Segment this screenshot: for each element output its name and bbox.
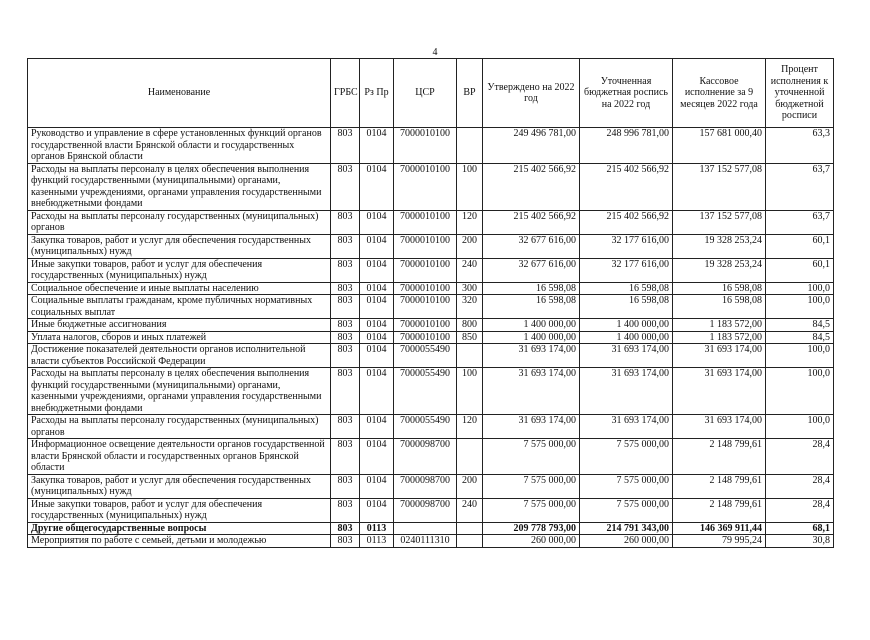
cell-approved: 1 400 000,00 [483, 331, 580, 344]
table-row [28, 415, 834, 439]
cell-approved: 7 575 000,00 [483, 474, 580, 498]
cell-vr [457, 522, 483, 535]
header-rzpr: Рз Пр [360, 59, 394, 128]
cell-percent: 28,4 [766, 439, 834, 475]
table-row [28, 344, 834, 368]
cell-name: Иные бюджетные ассигнования [28, 319, 331, 332]
cell-approved: 215 402 566,92 [483, 163, 580, 210]
cell-approved: 31 693 174,00 [483, 368, 580, 415]
cell-cash: 16 598,08 [673, 295, 766, 319]
cell-rzpr: 0104 [360, 415, 394, 439]
cell-grbs: 803 [331, 282, 360, 295]
cell-budget: 32 177 616,00 [580, 234, 673, 258]
cell-percent: 100,0 [766, 295, 834, 319]
cell-percent: 84,5 [766, 331, 834, 344]
cell-percent: 63,7 [766, 210, 834, 234]
table-row [28, 295, 834, 319]
table-row [28, 210, 834, 234]
cell-approved: 31 693 174,00 [483, 344, 580, 368]
table-row [28, 498, 834, 522]
cell-csr: 7000098700 [394, 498, 457, 522]
cell-csr [394, 522, 457, 535]
cell-rzpr: 0104 [360, 258, 394, 282]
cell-vr: 200 [457, 234, 483, 258]
cell-cash: 1 183 572,00 [673, 319, 766, 332]
cell-csr: 7000055490 [394, 368, 457, 415]
cell-vr [457, 128, 483, 164]
cell-rzpr: 0104 [360, 319, 394, 332]
table-row [28, 282, 834, 295]
cell-budget: 248 996 781,00 [580, 128, 673, 164]
cell-grbs: 803 [331, 128, 360, 164]
cell-name: Закупка товаров, работ и услуг для обеспечения государственных (муниципальных) нужд [28, 474, 331, 498]
cell-approved: 7 575 000,00 [483, 498, 580, 522]
header-cash: Кассовое исполнение за 9 месяцев 2022 года [673, 59, 766, 128]
cell-csr: 7000010100 [394, 331, 457, 344]
cell-rzpr: 0104 [360, 498, 394, 522]
cell-cash: 137 152 577,08 [673, 210, 766, 234]
page-number: 4 [432, 47, 438, 58]
cell-grbs: 803 [331, 415, 360, 439]
cell-approved: 16 598,08 [483, 282, 580, 295]
cell-percent: 100,0 [766, 344, 834, 368]
cell-cash: 137 152 577,08 [673, 163, 766, 210]
table-row [28, 535, 834, 548]
table-row [28, 439, 834, 475]
cell-csr: 7000010100 [394, 163, 457, 210]
cell-csr: 0240111310 [394, 535, 457, 548]
cell-name: Закупка товаров, работ и услуг для обеспечения государственных (муниципальных) нужд [28, 234, 331, 258]
cell-grbs: 803 [331, 344, 360, 368]
cell-vr: 120 [457, 415, 483, 439]
cell-cash: 16 598,08 [673, 282, 766, 295]
cell-vr: 100 [457, 368, 483, 415]
cell-rzpr: 0104 [360, 163, 394, 210]
cell-budget: 1 400 000,00 [580, 331, 673, 344]
cell-approved: 215 402 566,92 [483, 210, 580, 234]
cell-csr: 7000010100 [394, 319, 457, 332]
cell-budget: 16 598,08 [580, 282, 673, 295]
cell-rzpr: 0104 [360, 439, 394, 475]
table-body [28, 128, 834, 548]
cell-grbs: 803 [331, 439, 360, 475]
cell-approved: 1 400 000,00 [483, 319, 580, 332]
cell-name: Социальные выплаты гражданам, кроме публичных нормативных социальных выплат [28, 295, 331, 319]
cell-cash: 31 693 174,00 [673, 344, 766, 368]
cell-approved: 209 778 793,00 [483, 522, 580, 535]
cell-budget: 7 575 000,00 [580, 439, 673, 475]
cell-budget: 31 693 174,00 [580, 368, 673, 415]
cell-percent: 30,8 [766, 535, 834, 548]
table-row [28, 368, 834, 415]
cell-percent: 84,5 [766, 319, 834, 332]
cell-budget: 7 575 000,00 [580, 498, 673, 522]
cell-csr: 7000055490 [394, 415, 457, 439]
cell-percent: 28,4 [766, 498, 834, 522]
cell-cash: 2 148 799,61 [673, 498, 766, 522]
cell-name: Иные закупки товаров, работ и услуг для обеспечения государственных (муниципальных) нужд [28, 258, 331, 282]
cell-approved: 260 000,00 [483, 535, 580, 548]
cell-grbs: 803 [331, 258, 360, 282]
cell-budget: 31 693 174,00 [580, 344, 673, 368]
cell-rzpr: 0104 [360, 295, 394, 319]
cell-cash: 1 183 572,00 [673, 331, 766, 344]
cell-approved: 32 677 616,00 [483, 234, 580, 258]
cell-grbs: 803 [331, 522, 360, 535]
cell-grbs: 803 [331, 210, 360, 234]
header-vr: ВР [457, 59, 483, 128]
cell-grbs: 803 [331, 368, 360, 415]
header-budget: Уточненная бюджетная роспись на 2022 год [580, 59, 673, 128]
table-row [28, 319, 834, 332]
cell-budget: 215 402 566,92 [580, 163, 673, 210]
cell-budget: 7 575 000,00 [580, 474, 673, 498]
cell-grbs: 803 [331, 234, 360, 258]
cell-grbs: 803 [331, 163, 360, 210]
cell-budget: 215 402 566,92 [580, 210, 673, 234]
cell-rzpr: 0104 [360, 344, 394, 368]
table-header-row [28, 59, 834, 128]
cell-csr: 7000098700 [394, 439, 457, 475]
cell-rzpr: 0104 [360, 474, 394, 498]
cell-percent: 68,1 [766, 522, 834, 535]
cell-budget: 16 598,08 [580, 295, 673, 319]
cell-cash: 2 148 799,61 [673, 439, 766, 475]
cell-vr: 240 [457, 258, 483, 282]
cell-vr: 240 [457, 498, 483, 522]
cell-grbs: 803 [331, 319, 360, 332]
cell-rzpr: 0104 [360, 234, 394, 258]
cell-grbs: 803 [331, 295, 360, 319]
cell-percent: 28,4 [766, 474, 834, 498]
cell-percent: 63,3 [766, 128, 834, 164]
cell-budget: 32 177 616,00 [580, 258, 673, 282]
cell-rzpr: 0113 [360, 522, 394, 535]
cell-approved: 7 575 000,00 [483, 439, 580, 475]
cell-vr [457, 344, 483, 368]
cell-percent: 100,0 [766, 368, 834, 415]
cell-name: Мероприятия по работе с семьей, детьми и молодежью [28, 535, 331, 548]
cell-vr: 320 [457, 295, 483, 319]
cell-csr: 7000055490 [394, 344, 457, 368]
cell-cash: 19 328 253,24 [673, 234, 766, 258]
cell-vr [457, 439, 483, 475]
header-percent: Процент исполнения к уточненной бюджетной росписи [766, 59, 834, 128]
cell-vr: 300 [457, 282, 483, 295]
table-row [28, 331, 834, 344]
table-row [28, 128, 834, 164]
cell-percent: 60,1 [766, 234, 834, 258]
cell-budget: 1 400 000,00 [580, 319, 673, 332]
cell-approved: 32 677 616,00 [483, 258, 580, 282]
cell-vr: 800 [457, 319, 483, 332]
cell-percent: 63,7 [766, 163, 834, 210]
cell-name: Достижение показателей деятельности органов исполнительной власти субъектов Российской Федерации [28, 344, 331, 368]
cell-approved: 31 693 174,00 [483, 415, 580, 439]
cell-name: Информационное освещение деятельности органов государственной власти Брянской области и государственных органов Брянской области [28, 439, 331, 475]
cell-budget: 31 693 174,00 [580, 415, 673, 439]
cell-csr: 7000010100 [394, 282, 457, 295]
cell-percent: 60,1 [766, 258, 834, 282]
cell-csr: 7000010100 [394, 210, 457, 234]
cell-budget: 260 000,00 [580, 535, 673, 548]
cell-cash: 79 995,24 [673, 535, 766, 548]
cell-name: Расходы на выплаты персоналу в целях обеспечения выполнения функций государственными (муниципальными) органами, казенными учреждениями, органами управления государственными внебюджетными фондами [28, 368, 331, 415]
table-row [28, 234, 834, 258]
cell-name: Социальное обеспечение и иные выплаты населению [28, 282, 331, 295]
header-name: Наименование [28, 59, 331, 128]
cell-csr: 7000010100 [394, 295, 457, 319]
cell-name: Руководство и управление в сфере установленных функций органов государственной власти Брянской области и государственных органов Брянской области [28, 128, 331, 164]
cell-vr: 850 [457, 331, 483, 344]
header-csr: ЦСР [394, 59, 457, 128]
cell-percent: 100,0 [766, 415, 834, 439]
cell-vr: 120 [457, 210, 483, 234]
cell-name: Другие общегосударственные вопросы [28, 522, 331, 535]
table-row [28, 163, 834, 210]
cell-csr: 7000010100 [394, 128, 457, 164]
table-row [28, 474, 834, 498]
cell-rzpr: 0104 [360, 282, 394, 295]
cell-name: Расходы на выплаты персоналу в целях обеспечения выполнения функций государственными (муниципальными) органами, казенными учреждениями, органами управления государственными внебюджетными фондами [28, 163, 331, 210]
cell-cash: 157 681 000,40 [673, 128, 766, 164]
cell-csr: 7000098700 [394, 474, 457, 498]
cell-rzpr: 0104 [360, 128, 394, 164]
cell-approved: 249 496 781,00 [483, 128, 580, 164]
cell-vr: 200 [457, 474, 483, 498]
header-approved: Утверждено на 2022 год [483, 59, 580, 128]
cell-cash: 2 148 799,61 [673, 474, 766, 498]
cell-csr: 7000010100 [394, 234, 457, 258]
cell-cash: 31 693 174,00 [673, 415, 766, 439]
cell-rzpr: 0104 [360, 368, 394, 415]
cell-grbs: 803 [331, 331, 360, 344]
cell-vr [457, 535, 483, 548]
cell-grbs: 803 [331, 535, 360, 548]
table-row [28, 258, 834, 282]
cell-rzpr: 0104 [360, 210, 394, 234]
cell-budget: 214 791 343,00 [580, 522, 673, 535]
cell-approved: 16 598,08 [483, 295, 580, 319]
cell-rzpr: 0104 [360, 331, 394, 344]
header-grbs: ГРБС [331, 59, 360, 128]
cell-name: Расходы на выплаты персоналу государственных (муниципальных) органов [28, 210, 331, 234]
cell-cash: 31 693 174,00 [673, 368, 766, 415]
cell-cash: 146 369 911,44 [673, 522, 766, 535]
cell-grbs: 803 [331, 498, 360, 522]
cell-name: Уплата налогов, сборов и иных платежей [28, 331, 331, 344]
cell-rzpr: 0113 [360, 535, 394, 548]
cell-vr: 100 [457, 163, 483, 210]
cell-cash: 19 328 253,24 [673, 258, 766, 282]
cell-name: Иные закупки товаров, работ и услуг для обеспечения государственных (муниципальных) нужд [28, 498, 331, 522]
cell-csr: 7000010100 [394, 258, 457, 282]
budget-table [27, 58, 834, 548]
cell-percent: 100,0 [766, 282, 834, 295]
cell-grbs: 803 [331, 474, 360, 498]
cell-name: Расходы на выплаты персоналу государственных (муниципальных) органов [28, 415, 331, 439]
table-row [28, 522, 834, 535]
